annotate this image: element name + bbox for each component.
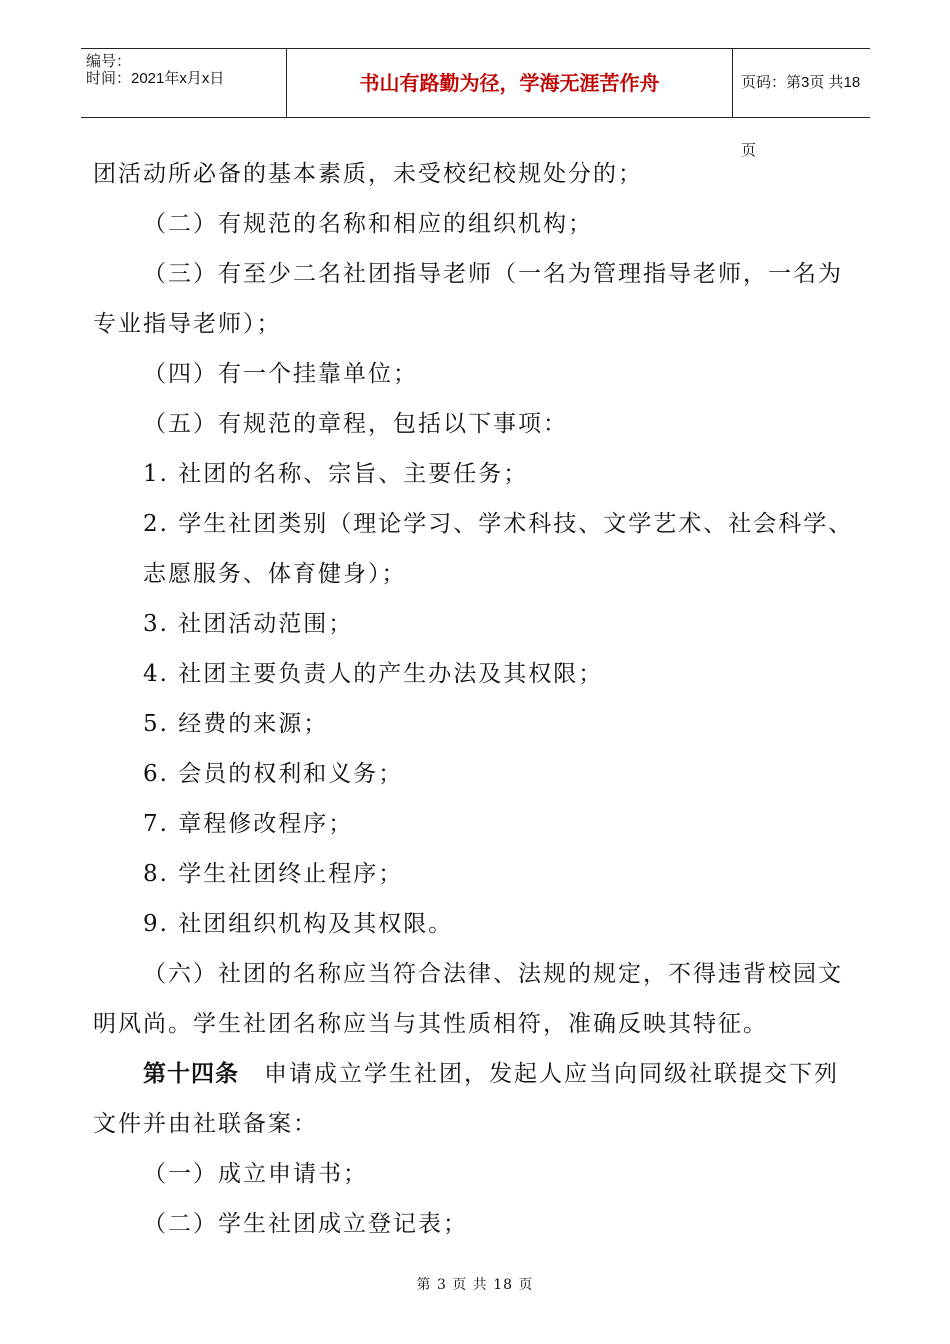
time-text: 时间：2021年x月x日 <box>86 70 225 87</box>
text-line: 2. 学生社团类别（理论学习、学术科技、文学艺术、社会科学、 <box>143 511 854 537</box>
text-line: 明风尚。学生社团名称应当与其性质相符，准确反映其特征。 <box>93 1011 768 1037</box>
text-line: 1. 社团的名称、宗旨、主要任务； <box>143 461 529 487</box>
text-line: 7. 章程修改程序； <box>143 811 354 837</box>
header-meta <box>81 49 286 117</box>
article-14-text: 申请成立学生社团，发起人应当向同级社联提交下列 <box>264 1061 839 1087</box>
text-line: （二）学生社团成立登记表； <box>143 1211 468 1237</box>
text-line: 文件并由社联备案： <box>93 1111 318 1137</box>
page-footer: 第 3 页 共 18 页 <box>416 1277 534 1293</box>
text-line: 3. 社团活动范围； <box>143 611 354 637</box>
text-line: （四）有一个挂靠单位； <box>143 361 418 387</box>
text-line: （五）有规范的章程，包括以下事项： <box>143 411 568 437</box>
text-line: 志愿服务、体育健身）； <box>143 561 407 587</box>
text-line: 团活动所必备的基本素质，未受校纪校规处分的； <box>93 161 643 187</box>
text-line: （六）社团的名称应当符合法律、法规的规定，不得违背校园文 <box>143 961 843 987</box>
text-line: 8. 学生社团终止程序； <box>143 861 404 887</box>
serial-label: 编号： <box>86 53 132 70</box>
article-14-line <box>93 1049 863 1099</box>
text-line: （三）有至少二名社团指导老师（一名为管理指导老师，一名为 <box>143 261 843 287</box>
text-line: 专业指导老师）； <box>93 311 282 337</box>
text-line: 9. 社团组织机构及其权限。 <box>143 911 454 937</box>
text-line: 5. 经费的来源； <box>143 711 329 737</box>
text-line: （一）成立申请书； <box>143 1161 368 1187</box>
article-14-title: 第十四条 <box>143 1060 239 1087</box>
page-header <box>81 48 870 159</box>
header-motto: 书山有路勤为径，学海无涯苦作舟 <box>286 49 733 117</box>
header-page-info: 页码：第3页 共18页 <box>741 74 861 159</box>
text-line: 4. 社团主要负责人的产生办法及其权限； <box>143 661 604 687</box>
document-body <box>93 149 863 1249</box>
text-line: （二）有规范的名称和相应的组织机构； <box>143 211 593 237</box>
text-line: 6. 会员的权利和义务； <box>143 761 404 787</box>
